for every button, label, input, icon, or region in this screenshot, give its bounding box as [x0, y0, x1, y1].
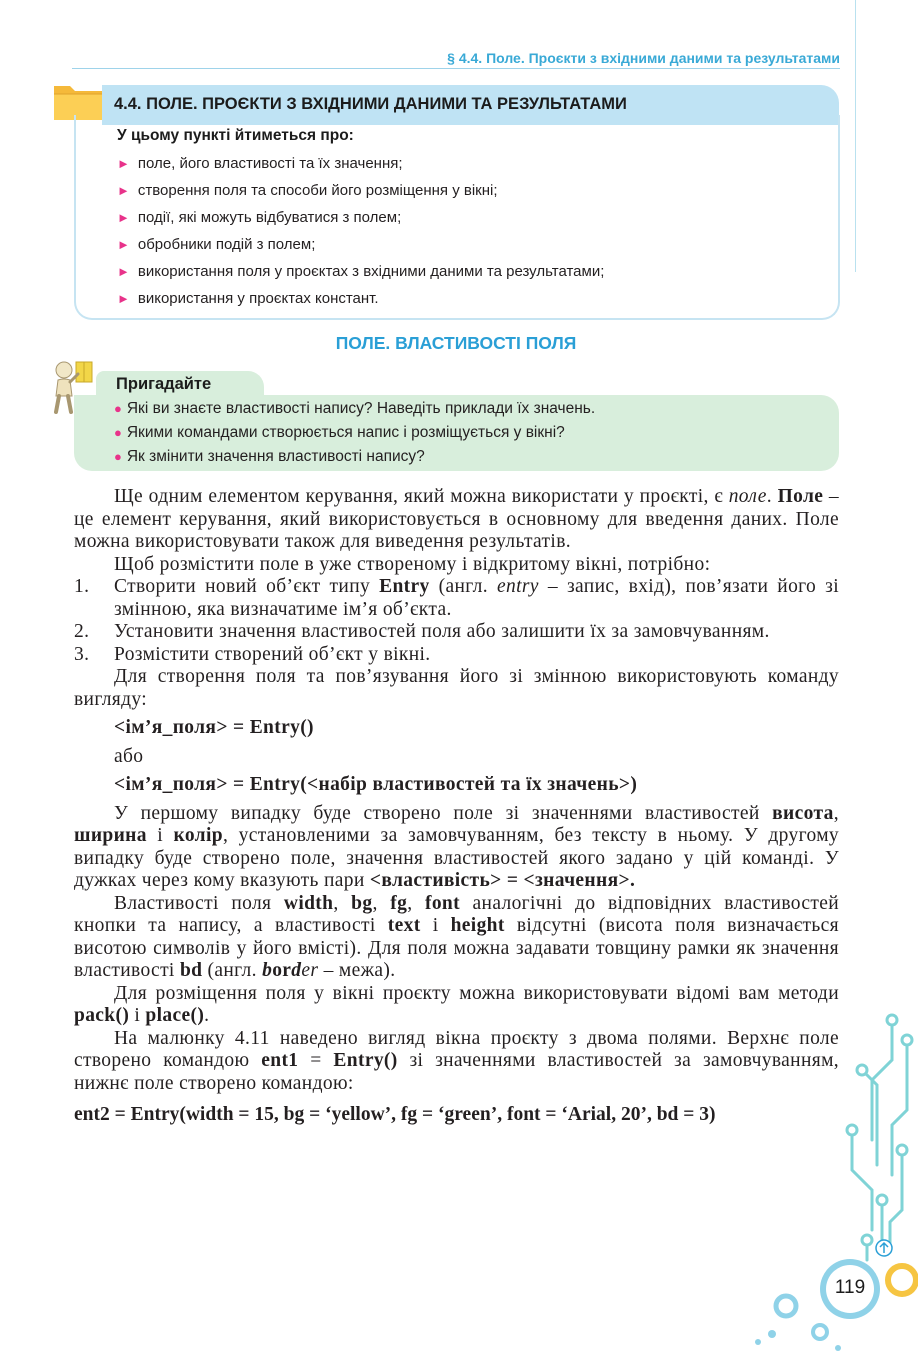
step-item: 1. Створити новий об’єкт типу Entry (англ. entry – запис, вхід), пов’язати його зі змінною, яка визначатиме ім’я об’єкта. [74, 576, 839, 620]
bullet-dot-icon: ● [114, 449, 122, 464]
list-item: ► події, які можуть відбуватися з полем; [117, 209, 402, 226]
list-item: ► обробники подій з полем; [117, 236, 316, 253]
bullet-triangle-icon: ► [117, 291, 130, 306]
bullet-triangle-icon: ► [117, 156, 130, 171]
paragraph: Для створення поля та пов’язування його зі змінною використовують команду вигляду: [74, 666, 839, 710]
or-text: або [114, 745, 144, 767]
code-line: <ім’я_поля> = Entry() [114, 717, 314, 738]
paragraph: Ще одним елементом керування, який можна використати у проєкті, є поле. Поле – це елемент керування, який використовується в основному для введення даних. Поле можна використовувати також для виведення результатів. [74, 486, 840, 552]
bullet-triangle-icon: ► [117, 210, 130, 225]
header-rule [72, 68, 840, 69]
goals-list [117, 153, 604, 315]
recall-list [114, 399, 595, 471]
subsection-title: ПОЛЕ. ВЛАСТИВОСТІ ПОЛЯ [335, 333, 577, 353]
bullet-dot-icon: ● [114, 425, 122, 440]
paragraph: Властивості поля width, bg, fg, font аналогічні до відповідних властивостей кнопки та напису, а властивості text і height відсутні (висота поля визначається висотою символів у його вмісті). Для поля можна задавати товщину рамки як значення властивості bd (англ. border – межа). [74, 892, 840, 981]
list-item: ● Якими командами створюється напис і розміщується у вікні? [114, 424, 565, 441]
step-item: 2. Установити значення властивостей поля або залишити їх за замовчуванням. [74, 621, 770, 642]
code-line: <ім’я_поля> = Entry(<набір властивостей та їх значень>) [114, 774, 638, 795]
list-item: ► використання у проєктах констант. [117, 290, 379, 307]
thinking-figure-icon [46, 358, 98, 414]
list-item: ► поле, його властивості та їх значення; [117, 155, 403, 172]
recall-heading: Пригадайте [116, 375, 212, 393]
list-item: ● Як змінити значення властивості напису? [114, 448, 425, 465]
page-number: 119 [834, 1277, 866, 1298]
paragraph: Щоб розмістити поле в уже створеному і відкритому вікні, потрібно: [114, 553, 711, 575]
paragraph: У першому випадку буде створено поле зі значеннями властивостей висота, ширина і колір, установленими за замовчуванням, без тексту в ньому. У другому випадку буде створено поле, значення властивостей якого задано у цій команді. У дужках через кому вказують пари <властивість> = <значення>. [74, 802, 840, 891]
paragraph: На малюнку 4.11 наведено вигляд вікна проєкту з двома полями. Верхнє поле створено командою ent1 = Entry() зі значеннями властивостей за замовчуванням, нижнє поле створено командою: [74, 1027, 839, 1094]
list-item: ● Які ви знаєте властивості напису? Наведіть приклади їх значень. [114, 400, 596, 417]
paragraph: Для розміщення поля у вікні проєкту можна використовувати відомі вам методи pack() і place(). [74, 982, 839, 1026]
bullet-triangle-icon: ► [117, 183, 130, 198]
bullet-triangle-icon: ► [117, 237, 130, 252]
bullet-dot-icon: ● [114, 401, 122, 416]
arrow-up-icon [876, 1240, 892, 1256]
margin-rule [855, 0, 856, 272]
code-line: ent2 = Entry(width = 15, bg = ‘yellow’, fg = ‘green’, font = ‘Arial, 20’, bd = 3) [74, 1104, 716, 1125]
body-text [74, 486, 839, 1127]
list-item: ► використання поля у проєктах з вхідними даними та результатами; [117, 263, 605, 280]
step-item: 3. Розмістити створений об’єкт у вікні. [74, 643, 431, 665]
section-title: 4.4. ПОЛЕ. ПРОЄКТИ З ВХІДНИМИ ДАНИМИ ТА РЕЗУЛЬТАТАМИ [102, 85, 839, 125]
bullet-triangle-icon: ► [117, 264, 130, 279]
goals-heading: У цьому пункті йтиметься про: [117, 127, 354, 144]
list-item: ► створення поля та способи його розміщення у вікні; [117, 182, 498, 199]
running-header: § 4.4. Поле. Проєкти з вхідними даними та результатами [447, 50, 840, 66]
